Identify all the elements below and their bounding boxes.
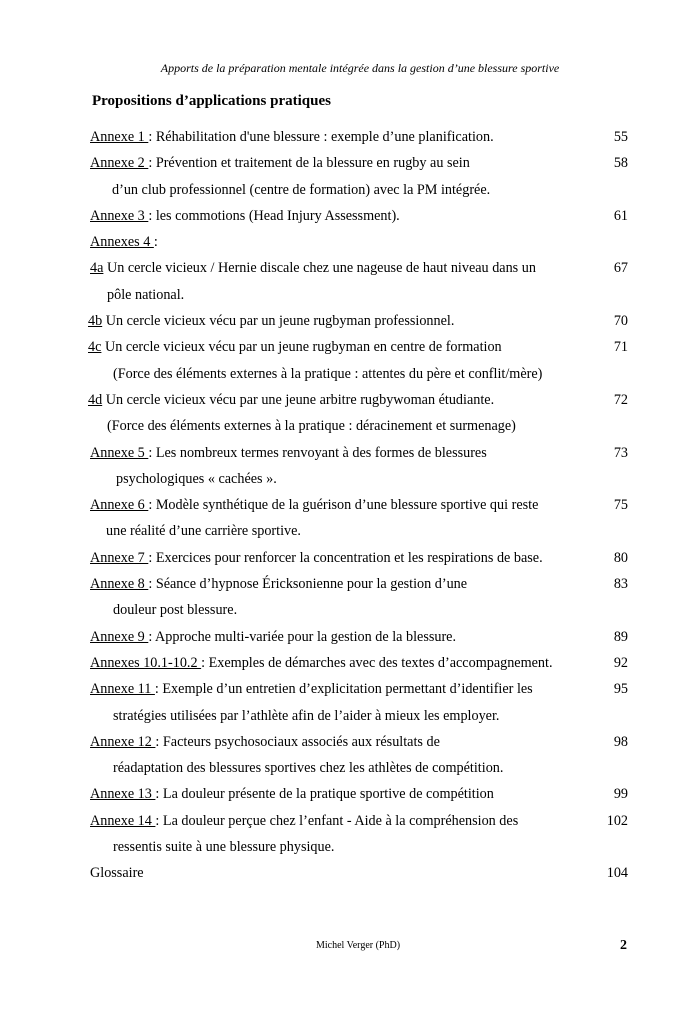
toc-entry-title: Facteurs psychosociaux associés aux résultats de: [162, 733, 440, 750]
toc-line: [0, 862, 700, 888]
toc-entry-page: 70: [613, 313, 628, 330]
footer-page-number: 2: [620, 938, 627, 953]
toc-entry-text: [90, 231, 158, 253]
toc-entry-separator: :: [148, 444, 156, 461]
toc-entry-title: Les nombreux termes renvoyant à des formes de blessures: [155, 444, 487, 461]
toc-entry-ref: Annexes 4: [90, 234, 154, 251]
toc-entry-separator: :: [148, 155, 156, 172]
toc-line: [0, 336, 700, 362]
toc-line: [0, 152, 700, 178]
toc-entry-page: 80: [613, 549, 628, 566]
toc-entry-title: Un cercle vicieux / Hernie discale chez une nageuse de haut niveau dans un: [106, 260, 536, 277]
toc-entry-continuation: réadaptation des blessures sportives chez les athlètes de compétition.: [113, 760, 504, 777]
toc-entry-title: Un cercle vicieux vécu par une jeune arbitre rugbywoman étudiante.: [105, 391, 495, 408]
toc-entry-ref: Annexe 2: [90, 155, 149, 172]
toc-entry-continuation: pôle national.: [107, 286, 185, 303]
toc-entry-title: Exercices pour renforcer la concentration et les respirations de base.: [155, 549, 543, 566]
toc-line: [0, 573, 700, 599]
toc-entry-separator: :: [154, 681, 163, 698]
toc-entry-separator: :: [148, 549, 156, 566]
toc-entry-text: [90, 205, 400, 227]
toc-entry-title: Réhabilitation d'une blessure : exemple d’une planification.: [155, 129, 494, 145]
toc-entry-title: les commotions (Head Injury Assessment).: [155, 207, 400, 224]
toc-line: [0, 389, 700, 415]
toc-line: [0, 547, 700, 573]
toc-entry-text: [88, 310, 454, 332]
toc-entry-text: [90, 547, 543, 569]
toc-entry-title: Prévention et traitement de la blessure en rugby au sein: [155, 155, 470, 172]
toc-entry-title: Approche multi-variée pour la gestion de la blessure.: [155, 628, 457, 645]
toc-line: [0, 310, 700, 336]
toc-entry-text: [90, 126, 494, 148]
toc-line: [0, 626, 700, 652]
toc-entry-text: [90, 783, 494, 805]
toc-entry-text: [90, 626, 456, 648]
toc-line: [0, 442, 700, 468]
footer-author: Michel Verger (PhD): [315, 940, 401, 951]
toc-line: [0, 757, 700, 783]
toc-entry-ref: 4c: [88, 339, 102, 356]
toc-line: [0, 468, 700, 494]
toc-entry-text: [88, 389, 494, 411]
toc-entry-label: Glossaire: [90, 865, 144, 882]
toc-entry-title: Exemple d’un entretien d’explicitation permettant d’identifier les: [162, 681, 533, 698]
toc-entry-text: [90, 731, 440, 753]
toc-entry-title: La douleur présente de la pratique sportive de compétition: [162, 786, 494, 803]
toc-entry-ref: 4b: [88, 313, 103, 330]
toc-entry-text: [90, 257, 536, 279]
toc-entry-continuation: ressentis suite à une blessure physique.: [113, 839, 335, 856]
toc-entry-separator: :: [201, 654, 209, 671]
toc-entry-ref: Annexe 8: [90, 576, 149, 593]
toc-entry-separator: :: [148, 497, 156, 514]
table-of-contents: [0, 126, 700, 889]
toc-entry-page: 102: [606, 812, 628, 829]
toc-entry-title: Modèle synthétique de la guérison d’une blessure sportive qui reste: [155, 497, 539, 514]
toc-entry-separator: :: [148, 576, 156, 593]
toc-entry-page: 89: [613, 628, 628, 645]
toc-entry-text: [90, 442, 487, 464]
toc-line: [0, 231, 700, 257]
toc-entry-continuation: stratégies utilisées par l’athlète afin de l’aider à mieux les employer.: [113, 707, 500, 724]
toc-entry-ref: Annexe 11: [90, 681, 155, 698]
toc-entry-text: [90, 810, 518, 832]
toc-entry-ref: Annexe 9: [90, 628, 149, 645]
toc-line: [0, 126, 700, 152]
toc-entry-text: [90, 862, 144, 884]
toc-entry-separator: :: [155, 812, 163, 829]
toc-line: [0, 810, 700, 836]
toc-entry-continuation: (Force des éléments externes à la pratique : déracinement et surmenage): [107, 418, 516, 435]
toc-entry-ref: Annexes 10.1-10.2: [90, 654, 202, 671]
toc-entry-page: 61: [613, 207, 628, 224]
toc-entry-separator: :: [148, 628, 156, 645]
toc-entry-page: 95: [613, 681, 628, 698]
toc-entry-text: [90, 678, 533, 700]
toc-entry-separator: :: [155, 786, 163, 803]
toc-entry-text: [90, 152, 470, 174]
toc-entry-page: 99: [613, 786, 628, 803]
toc-line: [0, 257, 700, 283]
toc-line: [0, 415, 700, 441]
toc-entry-ref: Annexe 3: [90, 207, 149, 224]
toc-line: [0, 705, 700, 731]
toc-line: [0, 363, 700, 389]
toc-entry-ref: 4d: [88, 391, 103, 408]
toc-entry-continuation: d’un club professionnel (centre de formation) avec la PM intégrée.: [112, 181, 491, 198]
toc-entry-ref: Annexe 14: [90, 812, 156, 829]
toc-entry-title: Séance d’hypnose Éricksonienne pour la gestion d’une: [155, 576, 468, 593]
toc-entry-continuation: (Force des éléments externes à la pratique : attentes du père et conflit/mère): [113, 365, 543, 382]
toc-entry-separator: :: [148, 207, 156, 224]
toc-line: [0, 731, 700, 757]
toc-entry-continuation: douleur post blessure.: [113, 602, 238, 619]
toc-entry-ref: Annexe 13: [90, 786, 156, 803]
toc-entry-page: 83: [613, 576, 628, 593]
toc-entry-page: 67: [613, 260, 628, 277]
toc-entry-ref: Annexe 6: [90, 497, 149, 514]
toc-line: [0, 783, 700, 809]
toc-line: [0, 284, 700, 310]
toc-line: [0, 179, 700, 205]
toc-entry-page: 104: [606, 865, 628, 882]
toc-entry-ref: Annexe 1: [90, 129, 149, 145]
toc-entry-page: 71: [613, 339, 628, 356]
toc-entry-page: 92: [613, 654, 628, 671]
toc-line: [0, 520, 700, 546]
toc-entry-page: 73: [613, 444, 628, 461]
toc-entry-continuation: psychologiques « cachées ».: [116, 470, 277, 487]
toc-entry-text: [88, 336, 502, 358]
toc-line: [0, 599, 700, 625]
toc-entry-ref: Annexe 7: [90, 549, 149, 566]
toc-entry-ref: 4a: [90, 260, 104, 277]
toc-entry-text: [90, 494, 538, 516]
toc-entry-ref: Annexe 12: [90, 733, 156, 750]
toc-entry-page: 98: [613, 733, 628, 750]
toc-entry-separator: :: [155, 733, 163, 750]
toc-entry-title: Exemples de démarches avec des textes d’accompagnement.: [208, 654, 553, 671]
toc-line: [0, 205, 700, 231]
toc-entry-title: Un cercle vicieux vécu par un jeune rugbyman professionnel.: [105, 313, 455, 330]
toc-entry-page: 75: [613, 497, 628, 514]
section-title: Propositions d’applications pratiques: [92, 93, 331, 109]
toc-entry-ref: Annexe 5: [90, 444, 149, 461]
toc-entry-page: 72: [613, 391, 628, 408]
toc-entry-separator: :: [153, 234, 158, 251]
toc-entry-separator: :: [148, 129, 156, 145]
toc-entry-continuation: une réalité d’une carrière sportive.: [106, 523, 301, 540]
toc-entry-text: [90, 573, 467, 595]
toc-entry-title: La douleur perçue chez l’enfant - Aide à la compréhension des: [162, 812, 519, 829]
toc-entry-title: Un cercle vicieux vécu par un jeune rugbyman en centre de formation: [104, 339, 502, 356]
running-header: Apports de la préparation mentale intégrée dans la gestion d’une blessure sportive: [160, 61, 560, 75]
toc-entry-page: 55: [613, 129, 628, 145]
toc-line: [0, 494, 700, 520]
toc-line: [0, 652, 700, 678]
toc-line: [0, 678, 700, 704]
toc-entry-text: [90, 652, 553, 674]
toc-entry-page: 58: [613, 155, 628, 172]
toc-line: [0, 836, 700, 862]
